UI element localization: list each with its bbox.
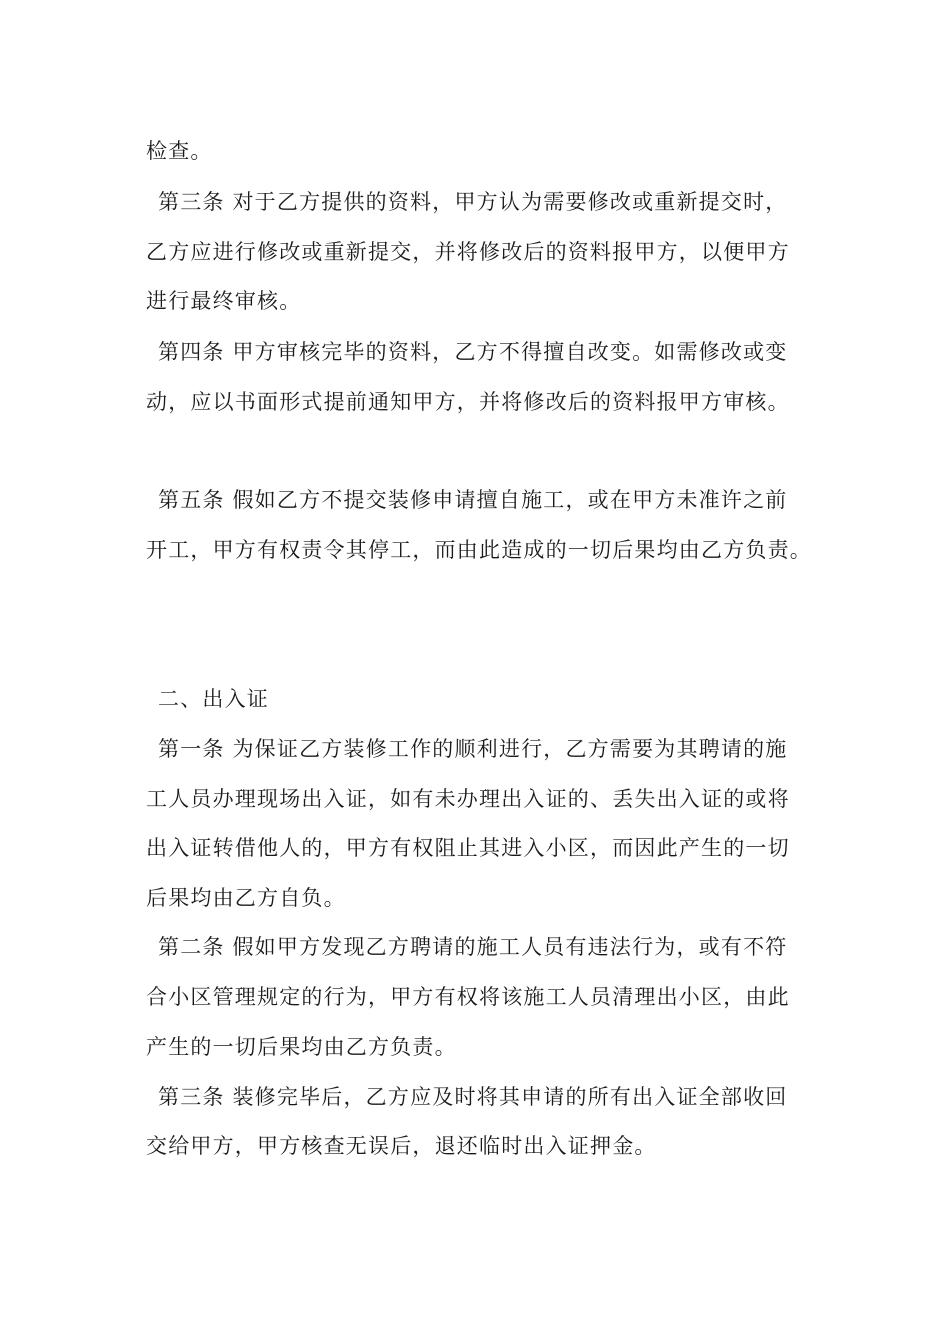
text-line: 合小区管理规定的行为，甲方有权将该施工人员清理出小区，由此 <box>146 985 790 1009</box>
pass-article-2-heading-line: 第二条 假如甲方发现乙方聘请的施工人员有违法行为，或有不符 <box>158 935 788 959</box>
text-line: 动，应以书面形式提前通知甲方，并将修改后的资料报甲方审核。 <box>146 390 790 414</box>
pass-article-1-heading-line: 第一条 为保证乙方装修工作的顺利进行，乙方需要为其聘请的施 <box>158 737 788 761</box>
text-line: 出入证转借他人的，甲方有权阻止其进入小区，而因此产生的一切 <box>146 836 790 860</box>
article-4-heading-line: 第四条 甲方审核完毕的资料，乙方不得擅自改变。如需修改或变 <box>158 340 788 364</box>
text-line: 后果均由乙方自负。 <box>146 886 346 910</box>
pass-article-3-heading-line: 第三条 装修完毕后，乙方应及时将其申请的所有出入证全部收回 <box>158 1085 788 1109</box>
article-5-heading-line: 第五条 假如乙方不提交装修申请擅自施工，或在甲方未准许之前 <box>158 488 788 512</box>
text-line: 进行最终审核。 <box>146 289 302 313</box>
section-heading: 二、出入证 <box>158 687 269 711</box>
text-line: 乙方应进行修改或重新提交，并将修改后的资料报甲方，以便甲方 <box>146 240 790 264</box>
text-line: 产生的一切后果均由乙方负责。 <box>146 1035 457 1059</box>
text-line: 工人员办理现场出入证，如有未办理出入证的、丢失出入证的或将 <box>146 787 790 811</box>
text-line: 交给甲方，甲方核查无误后，退还临时出入证押金。 <box>146 1134 657 1158</box>
text-line: 检查。 <box>146 139 213 163</box>
text-line: 开工，甲方有权责令其停工，而由此造成的一切后果均由乙方负责。 <box>146 538 812 562</box>
article-3-heading-line: 第三条 对于乙方提供的资料，甲方认为需要修改或重新提交时， <box>158 190 788 214</box>
